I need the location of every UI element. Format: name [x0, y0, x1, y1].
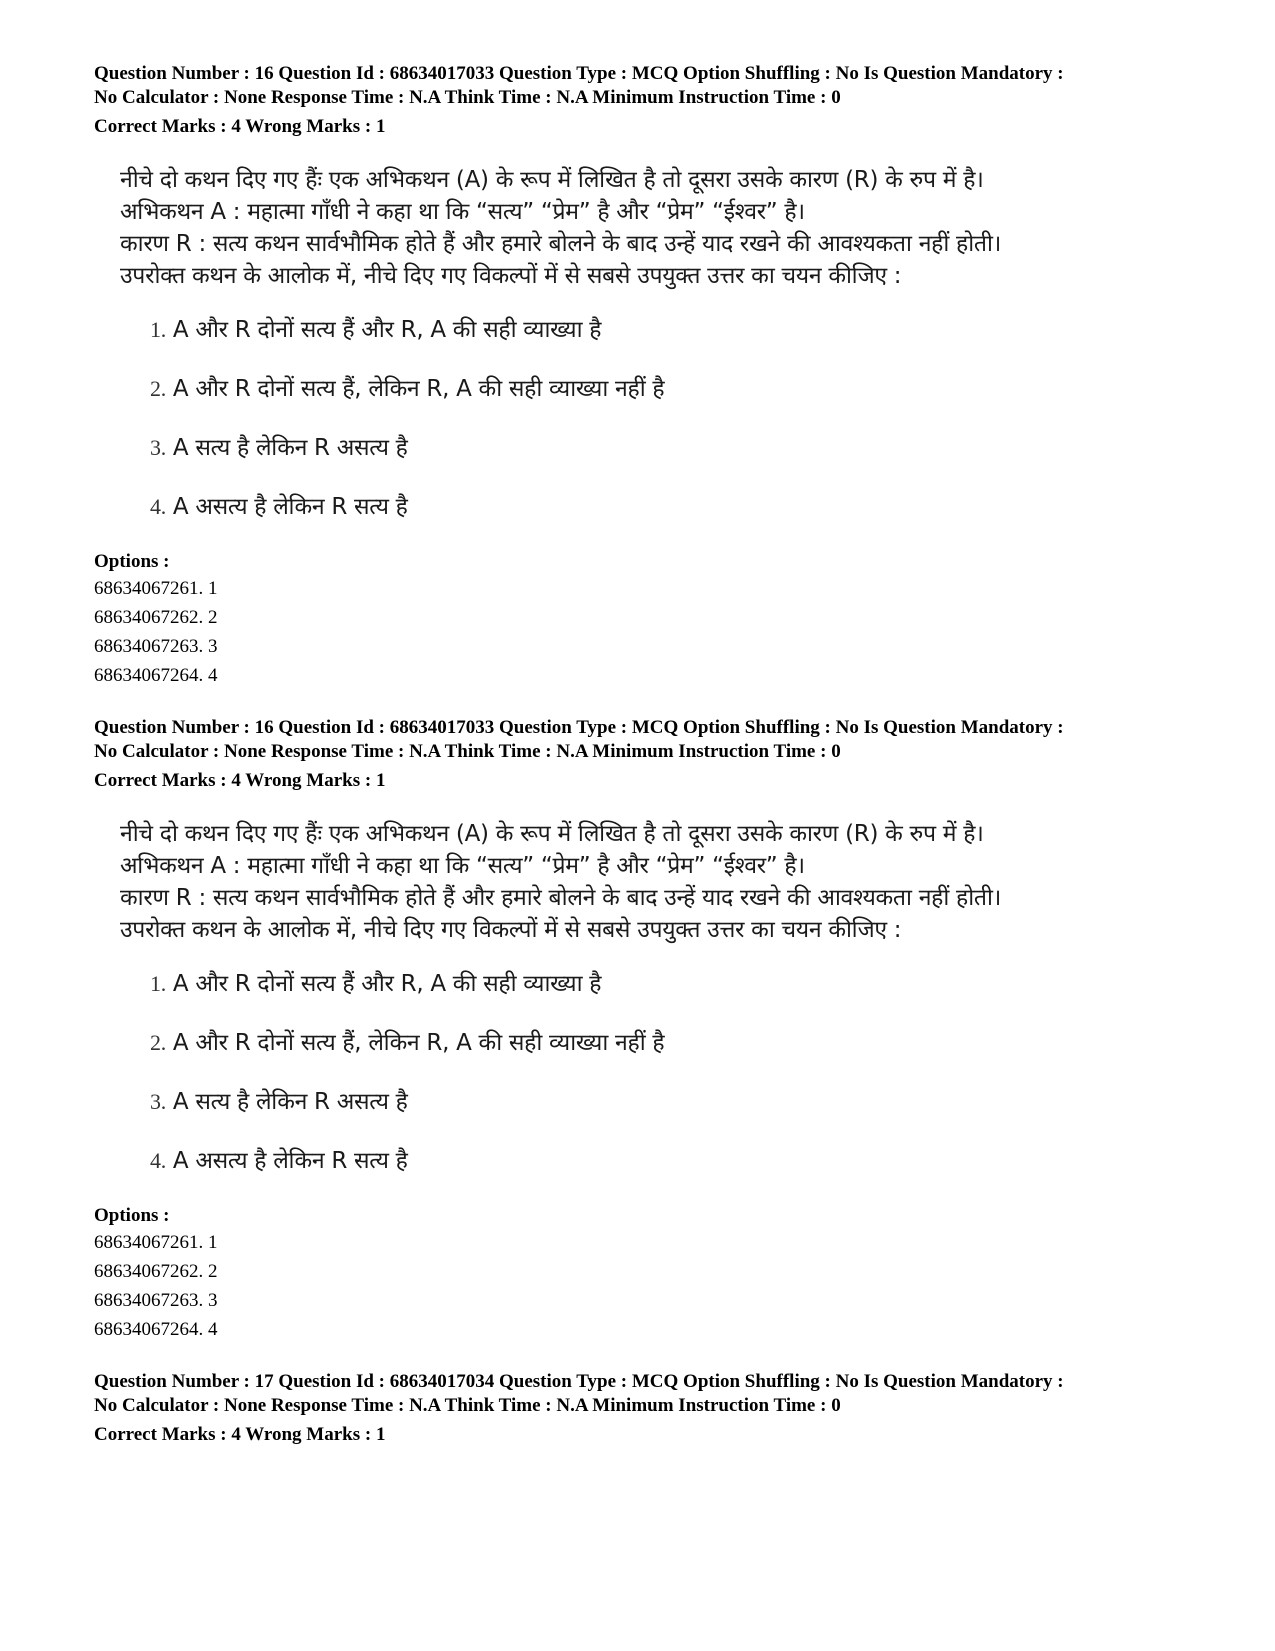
answer-choice [150, 314, 1140, 373]
reason-line: कारण R : सत्य कथन सार्वभौमिक होते हैं और हमारे बोलने के बाद उन्हें याद रखने की आवश्यकता नहीं होती। [120, 885, 1002, 911]
option-row: 68634067264. 4 [94, 1319, 218, 1340]
answer-choice [150, 491, 1140, 550]
answer-choice [150, 968, 1140, 1027]
question-marks: Correct Marks : 4 Wrong Marks : 1 [94, 1424, 386, 1445]
choice-number: 1. [150, 317, 166, 342]
answer-choice [150, 1145, 1140, 1204]
question-text [120, 164, 1140, 550]
question-meta-line-2: No Calculator : None Response Time : N.A Think Time : N.A Minimum Instruction Time : 0 [94, 741, 841, 762]
option-row: 68634067263. 3 [94, 1290, 218, 1311]
question-statement-line: नीचे दो कथन दिए गए हैंः एक अभिकथन (A) के रूप में लिखित है तो दूसरा उसके कारण (R) के रुप में है। [120, 821, 984, 847]
question-meta-line-1: Question Number : 16 Question Id : 68634017033 Question Type : MCQ Option Shuffling : No Is Question Mandatory : [94, 63, 1064, 84]
choice-text: A सत्य है लेकिन R असत्य है [172, 435, 408, 461]
question-meta-line-1: Question Number : 16 Question Id : 68634017033 Question Type : MCQ Option Shuffling : No Is Question Mandatory : [94, 717, 1064, 738]
option-row: 68634067261. 1 [94, 578, 218, 599]
answer-choice [150, 1027, 1140, 1086]
choice-number: 3. [150, 1089, 166, 1114]
question-block-2 [94, 716, 1224, 1344]
question-block-3 [94, 1370, 1224, 1447]
choice-number: 2. [150, 1030, 166, 1055]
question-text [120, 818, 1140, 1204]
options-label: Options : [94, 1205, 170, 1226]
option-row: 68634067263. 3 [94, 636, 218, 657]
answer-choices [150, 968, 1140, 1204]
reason-line: कारण R : सत्य कथन सार्वभौमिक होते हैं और हमारे बोलने के बाद उन्हें याद रखने की आवश्यकता नहीं होती। [120, 231, 1002, 257]
assertion-line: अभिकथन A : महात्मा गाँधी ने कहा था कि “सत्य” “प्रेम” है और “प्रेम” “ईश्वर” है। [120, 199, 805, 225]
option-row: 68634067264. 4 [94, 665, 218, 686]
answer-choices [150, 314, 1140, 550]
option-row: 68634067261. 1 [94, 1232, 218, 1253]
options-label: Options : [94, 551, 170, 572]
choice-number: 2. [150, 376, 166, 401]
question-meta-line-2: No Calculator : None Response Time : N.A Think Time : N.A Minimum Instruction Time : 0 [94, 87, 841, 108]
assertion-line: अभिकथन A : महात्मा गाँधी ने कहा था कि “सत्य” “प्रेम” है और “प्रेम” “ईश्वर” है। [120, 853, 805, 879]
answer-choice [150, 1086, 1140, 1145]
choice-text: A सत्य है लेकिन R असत्य है [172, 1089, 408, 1115]
choice-text: A और R दोनों सत्य हैं, लेकिन R, A की सही व्याख्या नहीं है [172, 1030, 665, 1056]
option-row: 68634067262. 2 [94, 1261, 218, 1282]
choice-text: A और R दोनों सत्य हैं और R, A की सही व्याख्या है [172, 971, 602, 997]
choice-number: 4. [150, 1148, 166, 1173]
choice-text: A असत्य है लेकिन R सत्य है [172, 494, 408, 520]
option-row: 68634067262. 2 [94, 607, 218, 628]
question-marks: Correct Marks : 4 Wrong Marks : 1 [94, 770, 386, 791]
choice-text: A और R दोनों सत्य हैं, लेकिन R, A की सही व्याख्या नहीं है [172, 376, 665, 402]
choice-text: A असत्य है लेकिन R सत्य है [172, 1148, 408, 1174]
question-meta-line-2: No Calculator : None Response Time : N.A Think Time : N.A Minimum Instruction Time : 0 [94, 1395, 841, 1416]
instruction-line: उपरोक्त कथन के आलोक में, नीचे दिए गए विकल्पों में से सबसे उपयुक्त उत्तर का चयन कीजिए : [120, 263, 902, 289]
instruction-line: उपरोक्त कथन के आलोक में, नीचे दिए गए विकल्पों में से सबसे उपयुक्त उत्तर का चयन कीजिए : [120, 917, 902, 943]
answer-choice [150, 373, 1140, 432]
question-marks: Correct Marks : 4 Wrong Marks : 1 [94, 116, 386, 137]
question-statement-line: नीचे दो कथन दिए गए हैंः एक अभिकथन (A) के रूप में लिखित है तो दूसरा उसके कारण (R) के रुप में है। [120, 167, 984, 193]
choice-text: A और R दोनों सत्य हैं और R, A की सही व्याख्या है [172, 317, 602, 343]
choice-number: 4. [150, 494, 166, 519]
question-block-1 [94, 62, 1224, 690]
question-meta-line-1: Question Number : 17 Question Id : 68634017034 Question Type : MCQ Option Shuffling : No Is Question Mandatory : [94, 1371, 1064, 1392]
choice-number: 1. [150, 971, 166, 996]
answer-choice [150, 432, 1140, 491]
choice-number: 3. [150, 435, 166, 460]
